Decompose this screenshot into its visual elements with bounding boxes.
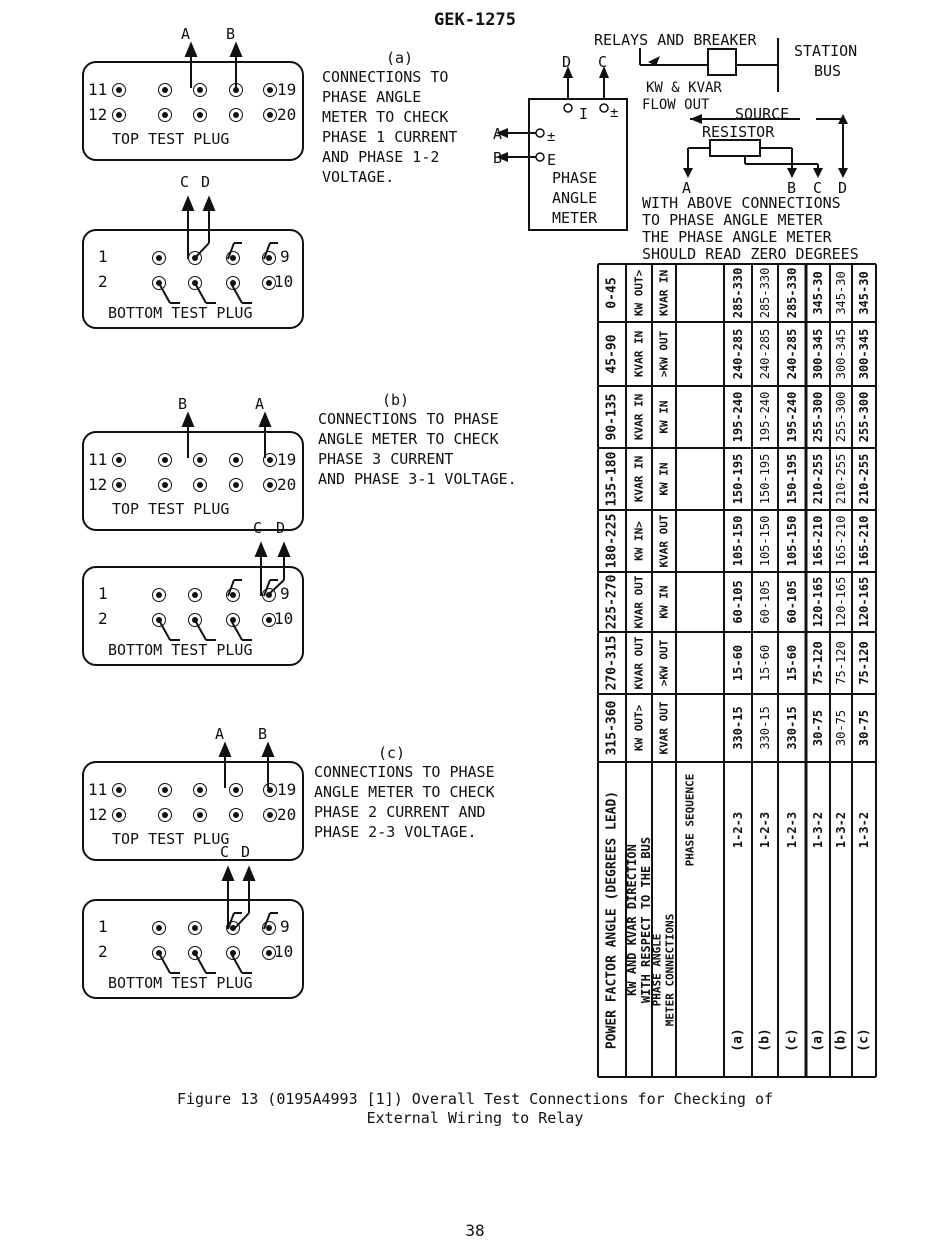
- table-cell: 60-105: [758, 580, 772, 624]
- meter-connection: (c): [784, 1028, 800, 1052]
- table-cell: 105-150: [758, 515, 772, 567]
- table-cell: 120-165: [811, 576, 825, 628]
- kvar-direction: >KW OUT: [657, 639, 671, 687]
- bottom-plug-pin-right-top: 9: [280, 917, 290, 936]
- zero-degree-note-2: TO PHASE ANGLE METER: [642, 211, 823, 229]
- meter-lead-d: D: [562, 53, 572, 71]
- table-cell: 255-300: [834, 391, 848, 443]
- pf-angle-range: 225-270: [604, 574, 620, 630]
- table-cell: 330-15: [731, 706, 745, 750]
- pf-angle-range: 45-90: [604, 334, 620, 374]
- diagram-description-line: PHASE ANGLE: [322, 88, 422, 106]
- top-test-plug-title: TOP TEST PLUG: [112, 130, 230, 148]
- bottom-plug-pin-right-bottom: 10: [274, 272, 294, 291]
- table-cell: 240-285: [758, 328, 772, 380]
- top-test-plug-title: TOP TEST PLUG: [112, 500, 230, 518]
- document-number: GEK-1275: [434, 10, 516, 30]
- table-cell: 195-240: [758, 391, 772, 443]
- table-cell: 345-30: [857, 271, 871, 315]
- table-header-pf-angle: POWER FACTOR ANGLE (DEGREES LEAD): [604, 790, 620, 1050]
- table-cell: 285-330: [731, 267, 745, 319]
- bottom-plug-pin-right-bottom: 10: [274, 609, 294, 628]
- meter-lead-b: B: [493, 149, 503, 167]
- meter-terminal-i: I: [579, 105, 589, 123]
- table-cell: 195-240: [785, 391, 799, 443]
- table-header-direction-2: WITH RESPECT TO THE BUS: [639, 836, 653, 1004]
- top-test-plug-title: TOP TEST PLUG: [112, 830, 230, 848]
- phase-sequence: 1-3-2: [834, 811, 848, 849]
- meter-lead-c: C: [598, 53, 608, 71]
- table-header-connections-1: PHASE ANGLE: [650, 933, 664, 1007]
- table-cell: 210-255: [834, 453, 848, 505]
- diagram-description-line: PHASE 1 CURRENT: [322, 128, 458, 146]
- table-cell: 300-345: [811, 328, 825, 380]
- phase-sequence: 1-2-3: [785, 811, 799, 849]
- phase-sequence: 1-3-2: [857, 811, 871, 849]
- phase-sequence: 1-2-3: [731, 811, 745, 849]
- bottom-test-plug-title: BOTTOM TEST PLUG: [108, 641, 253, 659]
- table-cell: 165-210: [857, 515, 871, 567]
- kw-direction: KW OUT>: [632, 269, 646, 317]
- table-cell: 105-150: [731, 515, 745, 567]
- pf-angle-range: 135-180: [604, 451, 620, 507]
- top-plug-pin-right-top: 19: [277, 450, 297, 469]
- table-cell: 150-195: [731, 453, 745, 505]
- diagram-tag: (a): [386, 49, 414, 67]
- diagram-description-line: PHASE 3 CURRENT: [318, 450, 454, 468]
- diagram-description-line: ANGLE METER TO CHECK: [318, 430, 499, 448]
- diagram-description-line: CONNECTIONS TO PHASE: [314, 763, 495, 781]
- meter-connection: (c): [856, 1028, 872, 1052]
- top-plug-pin-left-bottom: 12: [88, 105, 108, 124]
- kvar-direction: >KW OUT: [657, 330, 671, 378]
- page-number: 38: [465, 1221, 485, 1240]
- bottom-lead-c: C: [180, 173, 190, 191]
- table-cell: 105-150: [785, 515, 799, 567]
- table-cell: 150-195: [785, 453, 799, 505]
- top-plug-pin-right-top: 19: [277, 780, 297, 799]
- bottom-test-plug-title: BOTTOM TEST PLUG: [108, 974, 253, 992]
- meter-name-2: ANGLE: [552, 189, 598, 207]
- table-cell: 300-345: [857, 328, 871, 380]
- bottom-lead-c: C: [253, 519, 263, 537]
- top-plug-pin-left-top: 11: [88, 780, 108, 799]
- top-lead-2: A: [255, 395, 265, 413]
- meter-name-1: PHASE: [552, 169, 598, 187]
- table-cell: 30-75: [834, 709, 848, 747]
- diagram-tag: (b): [382, 391, 410, 409]
- bottom-lead-d: D: [241, 843, 251, 861]
- bottom-lead-d: D: [276, 519, 286, 537]
- table-cell: 120-165: [834, 576, 848, 628]
- top-plug-pin-left-bottom: 12: [88, 805, 108, 824]
- table-cell: 330-15: [785, 706, 799, 750]
- table-cell: 75-120: [857, 641, 871, 685]
- resistor-label: RESISTOR: [702, 123, 775, 141]
- table-cell: 345-30: [811, 271, 825, 315]
- source-lead-a: A: [682, 179, 692, 197]
- diagram-description-line: AND PHASE 1-2: [322, 148, 440, 166]
- bottom-test-plug-title: BOTTOM TEST PLUG: [108, 304, 253, 322]
- table-cell: 15-60: [785, 644, 799, 682]
- diagram-description-line: METER TO CHECK: [322, 108, 449, 126]
- kw-direction: KW OUT>: [632, 704, 646, 752]
- figure-caption: [0, 1090, 950, 1128]
- table-cell: 165-210: [834, 515, 848, 567]
- top-lead-1: B: [178, 395, 188, 413]
- top-plug-pin-right-bottom: 20: [277, 805, 297, 824]
- flow-label-2: FLOW OUT: [642, 97, 710, 113]
- table-cell: 75-120: [834, 641, 848, 685]
- pf-angle-range: 0-45: [604, 277, 620, 309]
- station-bus-label-2: BUS: [814, 62, 842, 80]
- meter-terminal-pm-left: ±: [547, 129, 556, 145]
- bottom-plug-pin-left-top: 1: [98, 584, 108, 603]
- top-plug-pin-left-bottom: 12: [88, 475, 108, 494]
- table-header-connections-2: METER CONNECTIONS: [663, 913, 677, 1027]
- diagram-description-line: CONNECTIONS TO: [322, 68, 449, 86]
- top-plug-pin-right-top: 19: [277, 80, 297, 99]
- table-cell: 285-330: [785, 267, 799, 319]
- kw-direction: KVAR IN: [632, 330, 646, 378]
- kw-direction: KVAR OUT: [632, 636, 646, 690]
- table-cell: 330-15: [758, 706, 772, 750]
- bottom-plug-pin-left-top: 1: [98, 917, 108, 936]
- kw-direction: KVAR IN: [632, 393, 646, 441]
- diagram-description-line: CONNECTIONS TO PHASE: [318, 410, 499, 428]
- top-lead-1: A: [215, 725, 225, 743]
- table-cell: 195-240: [731, 391, 745, 443]
- bottom-lead-c: C: [220, 843, 230, 861]
- figure-caption-line-1: Figure 13 (0195A4993 [1]) Overall Test Connections for Checking of: [176, 1090, 774, 1108]
- pf-angle-range: 315-360: [604, 700, 620, 756]
- diagram-description-line: ANGLE METER TO CHECK: [314, 783, 495, 801]
- kvar-direction: KW IN: [657, 400, 671, 434]
- relays-and-breaker-label: RELAYS AND BREAKER: [594, 31, 757, 49]
- top-lead-1: A: [181, 25, 191, 43]
- table-cell: 255-300: [811, 391, 825, 443]
- table-cell: 210-255: [857, 453, 871, 505]
- meter-connection: (a): [730, 1028, 746, 1052]
- meter-terminal-pm-top: ±: [610, 105, 619, 121]
- phase-sequence: 1-3-2: [811, 811, 825, 849]
- table-cell: 30-75: [811, 709, 825, 747]
- flow-label-1: KW & KVAR: [646, 80, 722, 96]
- top-plug-pin-left-top: 11: [88, 80, 108, 99]
- table-cell: 285-330: [758, 267, 772, 319]
- top-lead-2: B: [258, 725, 268, 743]
- bottom-plug-pin-left-bottom: 2: [98, 942, 108, 961]
- kvar-direction: KVAR OUT: [657, 701, 671, 755]
- kw-direction: KVAR IN: [632, 455, 646, 503]
- source-lead-c: C: [813, 179, 823, 197]
- zero-degree-note-1: WITH ABOVE CONNECTIONS: [642, 194, 841, 212]
- meter-terminal-e: E: [547, 151, 557, 169]
- table-cell: 60-105: [731, 580, 745, 624]
- table-cell: 240-285: [731, 328, 745, 380]
- table-cell: 165-210: [811, 515, 825, 567]
- top-plug-pin-right-bottom: 20: [277, 105, 297, 124]
- table-header-direction-1: KW AND KVAR DIRECTION: [625, 844, 639, 996]
- table-cell: 150-195: [758, 453, 772, 505]
- table-cell: 240-285: [785, 328, 799, 380]
- pf-angle-range: 270-315: [604, 635, 620, 691]
- zero-degree-note-4: SHOULD READ ZERO DEGREES: [642, 245, 859, 263]
- kvar-direction: KVAR OUT: [657, 514, 671, 568]
- diagram-description-line: VOLTAGE.: [322, 168, 395, 186]
- table-cell: 300-345: [834, 328, 848, 380]
- meter-connection: (b): [757, 1028, 773, 1052]
- table-cell: 120-165: [857, 576, 871, 628]
- table-header-phase-sequence: PHASE SEQUENCE: [683, 773, 697, 867]
- kvar-direction: KW IN: [657, 462, 671, 496]
- table-cell: 30-75: [857, 709, 871, 747]
- diagram-description-line: PHASE 2-3 VOLTAGE.: [314, 823, 477, 841]
- table-cell: 75-120: [811, 641, 825, 685]
- bottom-plug-pin-right-top: 9: [280, 247, 290, 266]
- pf-angle-range: 180-225: [604, 513, 620, 569]
- station-bus-label-1: STATION: [794, 42, 858, 60]
- meter-name-3: METER: [552, 209, 598, 227]
- source-lead-b: B: [787, 179, 797, 197]
- figure-caption-line-2: External Wiring to Relay: [366, 1109, 584, 1127]
- top-plug-pin-left-top: 11: [88, 450, 108, 469]
- zero-degree-note-3: THE PHASE ANGLE METER: [642, 228, 832, 246]
- diagram-tag: (c): [378, 744, 406, 762]
- table-cell: 255-300: [857, 391, 871, 443]
- table-cell: 210-255: [811, 453, 825, 505]
- table-cell: 15-60: [758, 644, 772, 682]
- bottom-plug-pin-right-top: 9: [280, 584, 290, 603]
- source-lead-d: D: [838, 179, 848, 197]
- bottom-plug-pin-right-bottom: 10: [274, 942, 294, 961]
- kvar-direction: KW IN: [657, 585, 671, 619]
- diagram-description-line: PHASE 2 CURRENT AND: [314, 803, 486, 821]
- kw-direction: KVAR OUT: [632, 575, 646, 629]
- top-plug-pin-right-bottom: 20: [277, 475, 297, 494]
- bottom-plug-pin-left-bottom: 2: [98, 609, 108, 628]
- kvar-direction: KVAR IN: [657, 269, 671, 317]
- bottom-plug-pin-left-top: 1: [98, 247, 108, 266]
- table-cell: 345-30: [834, 271, 848, 315]
- bottom-plug-pin-left-bottom: 2: [98, 272, 108, 291]
- phase-sequence: 1-2-3: [758, 811, 772, 849]
- meter-connection: (a): [810, 1028, 826, 1052]
- bottom-lead-d: D: [201, 173, 211, 191]
- table-cell: 15-60: [731, 644, 745, 682]
- meter-connection: (b): [833, 1028, 849, 1052]
- source-label: SOURCE: [735, 105, 790, 123]
- meter-lead-a: A: [493, 125, 503, 143]
- diagram-description-line: AND PHASE 3-1 VOLTAGE.: [318, 470, 517, 488]
- kw-direction: KW IN>: [632, 521, 646, 561]
- top-lead-2: B: [226, 25, 236, 43]
- table-cell: 60-105: [785, 580, 799, 624]
- pf-angle-range: 90-135: [604, 393, 620, 441]
